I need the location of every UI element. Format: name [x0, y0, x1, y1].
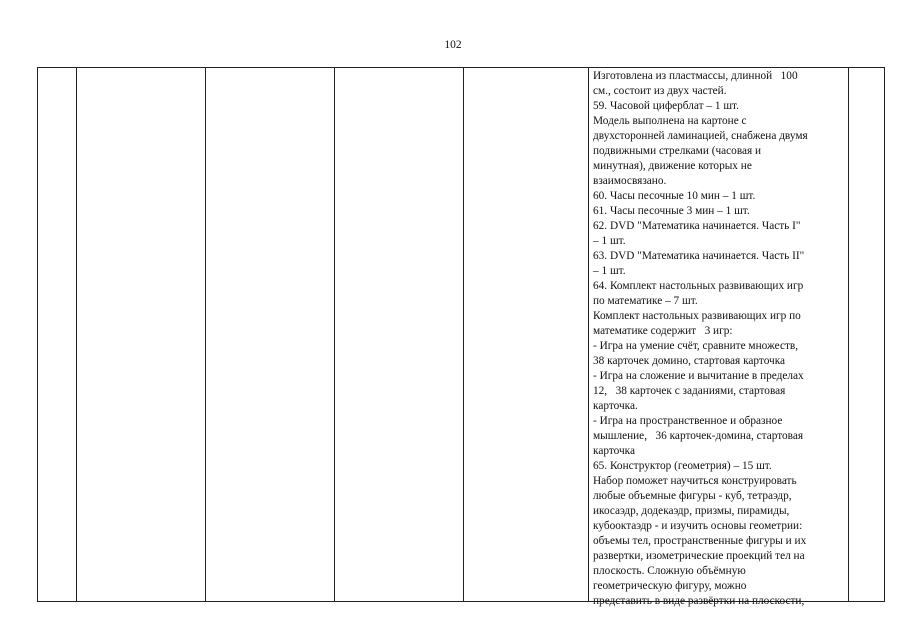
cell-text-line: подвижными стрелками (часовая и	[593, 145, 762, 157]
cell-text-line: Набор поможет научиться конструировать	[593, 475, 797, 487]
cell-text-line: - Игра на пространственное и образное	[593, 415, 783, 427]
cell-text-line: – 1 шт.	[593, 265, 626, 277]
column-divider	[463, 68, 464, 601]
column-divider	[205, 68, 206, 601]
cell-text-line: 38 карточек домино, стартовая карточка	[593, 355, 786, 367]
cell-text-line: 61. Часы песочные 3 мин – 1 шт.	[593, 205, 750, 217]
cell-text-line: 60. Часы песочные 10 мин – 1 шт.	[593, 190, 756, 202]
cell-text-line: Изготовлена из пластмассы, длинной 100	[593, 70, 798, 82]
cell-text-line: кубооктаэдр - и изучить основы геометрии:	[593, 520, 803, 532]
column-divider	[588, 68, 589, 601]
cell-text-line: - Игра на умение счёт, сравните множеств,	[593, 340, 799, 352]
cell-text-line: – 1 шт.	[593, 235, 626, 247]
cell-text-line: икосаэдр, додекаэдр, призмы, пирамиды,	[593, 505, 790, 517]
cell-text-line: 63. DVD "Математика начинается. Часть II"	[593, 250, 805, 262]
cell-text-line: карточка	[593, 445, 635, 457]
column-divider	[334, 68, 335, 601]
equipment-description-cell	[593, 69, 847, 607]
cell-text-line: по математике – 7 шт.	[593, 295, 698, 307]
cell-text-line: 59. Часовой циферблат – 1 шт.	[593, 100, 739, 112]
cell-text-line: плоскость. Сложную объёмную	[593, 565, 746, 577]
cell-text-line: любые объемные фигуры - куб, тетраэдр,	[593, 490, 792, 502]
cell-text-line: минутная), движение которых не	[593, 160, 752, 172]
cell-text-line: 65. Конструктор (геометрия) – 15 шт.	[593, 460, 772, 472]
cell-text-line: см., состоит из двух частей.	[593, 85, 727, 97]
column-divider	[76, 68, 77, 601]
cell-text-line: математике содержит 3 игр:	[593, 325, 733, 337]
cell-text-line: 62. DVD "Математика начинается. Часть I"	[593, 220, 801, 232]
cell-text-line: представить в виде развёртки на плоскости,	[593, 595, 805, 607]
cell-text-line: 64. Комплект настольных развивающих игр	[593, 280, 804, 292]
cell-text-line: Комплект настольных развивающих игр по	[593, 310, 801, 322]
cell-text-line: мышление, 36 карточек-домина, стартовая	[593, 430, 804, 442]
cell-text-line: двухсторонней ламинацией, снабжена двумя	[593, 130, 808, 142]
page-number: 102	[444, 39, 462, 51]
cell-text-line: 12, 38 карточек с заданиями, стартовая	[593, 385, 786, 397]
document-table	[37, 67, 885, 607]
cell-text-line: геометрическую фигуру, можно	[593, 580, 747, 592]
cell-text-line: взаимосвязано.	[593, 175, 667, 187]
column-divider	[848, 68, 849, 601]
cell-text-line: - Игра на сложение и вычитание в пределах	[593, 370, 804, 382]
cell-text-line: Модель выполнена на картоне с	[593, 115, 747, 127]
cell-text-line: объемы тел, пространственные фигуры и их	[593, 535, 807, 547]
cell-text-line: развертки, изометрические проекций тел на	[593, 550, 805, 562]
cell-text-line: карточка.	[593, 400, 638, 412]
